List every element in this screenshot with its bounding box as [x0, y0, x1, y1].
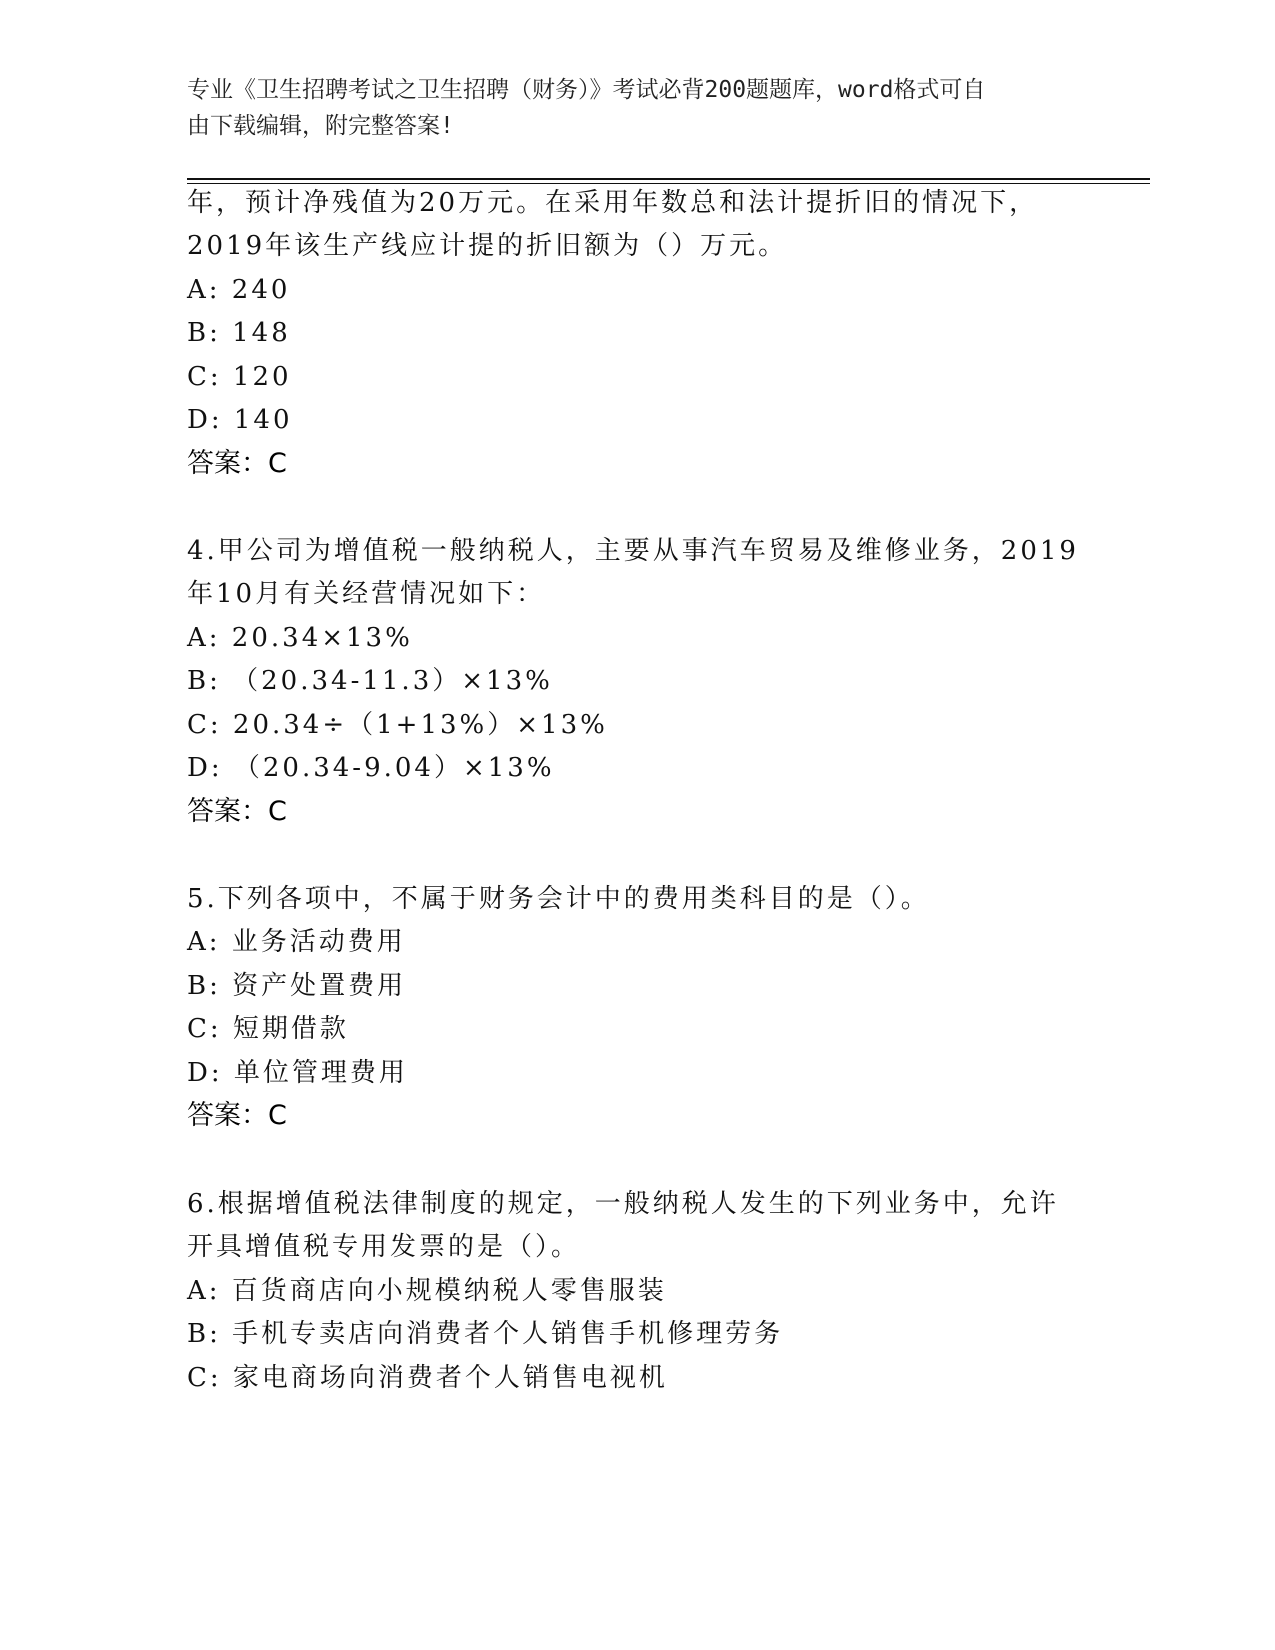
- q5-option-d: D: 单位管理费用: [187, 1058, 408, 1088]
- q4-option-d: D: （20.34-9.04）×13%: [187, 753, 555, 783]
- q4-stem-line-1: 4.甲公司为增值税一般纳税人，主要从事汽车贸易及维修业务，2019: [187, 536, 1079, 566]
- q4-option-c: C: 20.34÷（1+13%）×13%: [187, 710, 608, 740]
- q3-stem-line-2: 2019年该生产线应计提的折旧额为（）万元。: [187, 231, 788, 261]
- q6-option-b: B: 手机专卖店向消费者个人销售手机修理劳务: [187, 1319, 784, 1349]
- header-line-1: 专业《卫生招聘考试之卫生招聘（财务）》考试必背200题题库，word格式可自: [187, 77, 986, 103]
- header-divider-thin: [187, 183, 1150, 184]
- q3-stem-line-1: 年，预计净残值为20万元。在采用年数总和法计提折旧的情况下，: [187, 188, 1039, 218]
- q5-option-a: A: 业务活动费用: [187, 927, 406, 957]
- q6-stem-line-2: 开具增值税专用发票的是（）。: [187, 1232, 581, 1262]
- header-line-2: 由下载编辑，附完整答案!: [187, 113, 454, 139]
- q5-option-c: C: 短期借款: [187, 1014, 349, 1044]
- q6-option-a: A: 百货商店向小规模纳税人零售服装: [187, 1276, 667, 1306]
- q5-option-b: B: 资产处置费用: [187, 971, 407, 1001]
- q3-option-a: A: 240: [187, 275, 291, 305]
- q6-option-c: C: 家电商场向消费者个人销售电视机: [187, 1363, 668, 1393]
- q3-option-b: B: 148: [187, 318, 291, 348]
- document-header: [187, 72, 1067, 144]
- q4-option-a: A: 20.34×13%: [187, 623, 413, 653]
- q5-answer: 答案：C: [187, 1100, 287, 1131]
- q3-answer: 答案：C: [187, 448, 287, 479]
- q4-stem-line-2: 年10月有关经营情况如下：: [187, 579, 546, 609]
- q5-stem-line-1: 5.下列各项中，不属于财务会计中的费用类科目的是（）。: [187, 884, 930, 914]
- q4-answer: 答案：C: [187, 796, 287, 827]
- q4-option-b: B: （20.34-11.3）×13%: [187, 666, 553, 696]
- header-divider-thick: [187, 178, 1150, 180]
- q3-option-c: C: 120: [187, 362, 292, 392]
- q3-option-d: D: 140: [187, 405, 293, 435]
- q6-stem-line-1: 6.根据增值税法律制度的规定，一般纳税人发生的下列业务中，允许: [187, 1189, 1059, 1219]
